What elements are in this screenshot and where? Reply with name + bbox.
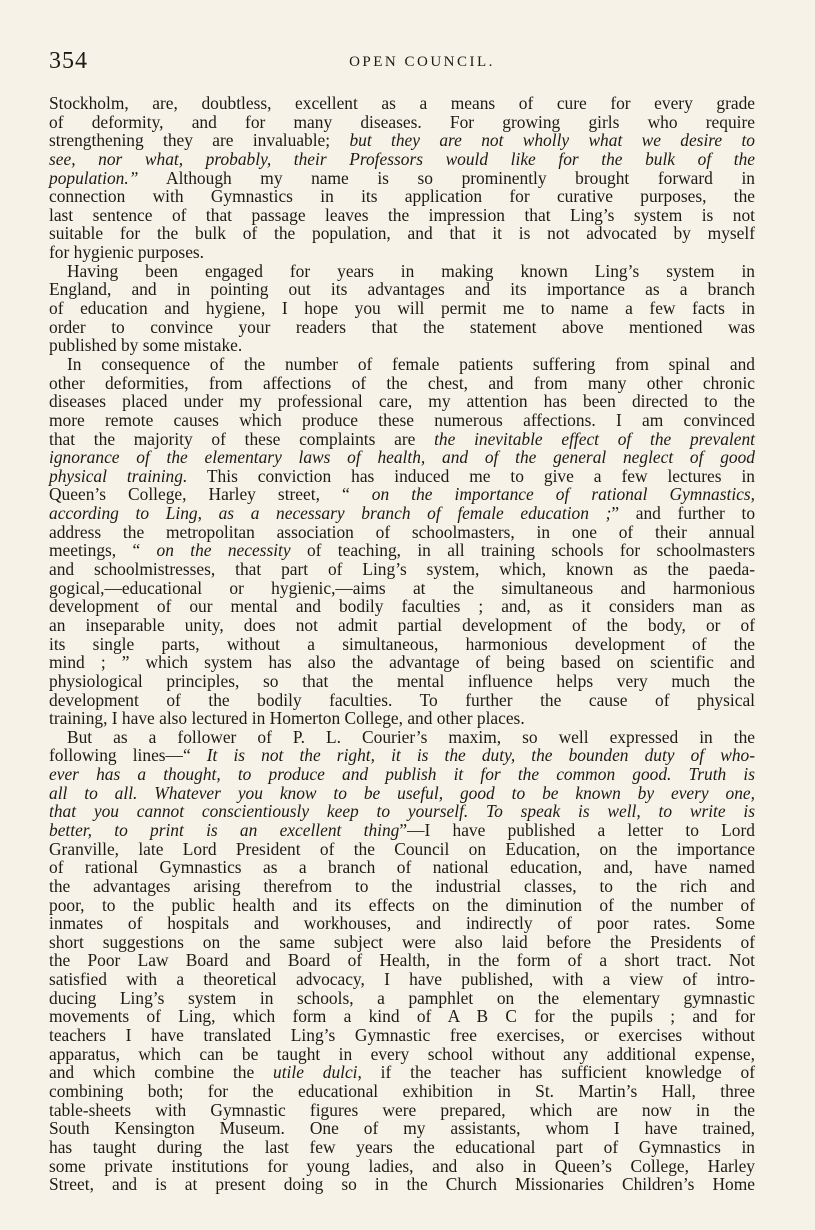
italic-text: on the necessity (156, 540, 291, 561)
text-run: the Poor Law Board and Board of Health, in the form of a short tract. Not (49, 950, 755, 971)
text-run: the advantages arising therefrom to the industrial classes, to the rich and (49, 875, 755, 896)
text-line (49, 728, 755, 747)
text-run: an inseparable unity, does not admit partial development of the body, or of (49, 614, 755, 635)
text-run: has taught during the last few years the educational part of Gymnastics in (49, 1136, 755, 1157)
text-run: Queen’s College, Harley street, “ (49, 484, 372, 505)
text-line (49, 840, 755, 859)
text-line (49, 1138, 755, 1157)
text-run: movements of Ling, which form a kind of A B C for the pupils ; and for (49, 1006, 755, 1027)
italic-text: according to Ling, as a necessary branch of female education ; (49, 503, 612, 524)
text-run: some private institutions for young ladies, and also in Queen’s College, Harley (49, 1155, 755, 1176)
text-run: for hygienic purposes. (49, 242, 205, 263)
text-run: But as a follower of P. L. Courier’s maxim, so well expressed in the (67, 726, 755, 747)
text-line (49, 206, 755, 225)
text-run: table-sheets with Gymnastic figures were prepared, which are now in the (49, 1099, 755, 1120)
text-run: ” and further to (611, 503, 756, 524)
text-line (49, 224, 755, 243)
text-run: of rational Gymnastics as a branch of national education, and, have named (49, 857, 755, 878)
text-line (49, 579, 755, 598)
text-run: ”—I have published a letter to Lord (399, 819, 755, 840)
text-line (49, 560, 755, 579)
text-line (49, 113, 755, 132)
text-run: meetings, “ (49, 540, 157, 561)
text-run: apparatus, which can be taught in every school without any additional expense, (49, 1043, 755, 1064)
text-run: development of the bodily faculties. To further the cause of physical (49, 689, 755, 710)
text-line (49, 299, 755, 318)
text-line (49, 1007, 755, 1026)
text-line (49, 94, 755, 113)
text-run: last sentence of that passage leaves the impression that Ling’s system is not (49, 204, 755, 225)
text-line (49, 523, 755, 542)
text-line (49, 597, 755, 616)
text-run: and schoolmistresses, that part of Ling’s system, which, known as the paeda- (49, 559, 755, 580)
text-line (49, 709, 755, 728)
text-line (49, 653, 755, 672)
text-line (49, 1119, 755, 1138)
text-run: Although my name is so prominently brought forward in (138, 167, 755, 188)
text-line (49, 1175, 755, 1194)
text-line (49, 635, 755, 654)
text-run: published by some mistake. (49, 335, 243, 356)
text-line (49, 150, 755, 169)
text-run: training, I have also lectured in Homerton College, and other places. (49, 708, 525, 729)
text-run: Street, and is at present doing so in the Church Missionaries Children’s Home (49, 1174, 755, 1195)
text-run: short suggestions on the same subject were also laid before the Presidents of (49, 931, 755, 952)
text-line (49, 262, 755, 281)
text-run: order to convince your readers that the statement above mentioned was (49, 316, 755, 337)
text-run: poor, to the public health and its effects on the diminution of the number of (49, 894, 755, 915)
text-line (49, 1063, 755, 1082)
text-line (49, 914, 755, 933)
text-run: connection with Gymnastics in its application for curative purposes, the (49, 186, 755, 207)
italic-text: but they are not wholly what we desire to (349, 130, 755, 151)
text-run: Stockholm, are, doubtless, excellent as a means of cure for every grade (49, 93, 755, 113)
text-run: inmates of hospitals and workhouses, and indirectly of poor rates. Some (49, 913, 755, 934)
text-run: strengthening they are invaluable; (49, 130, 350, 151)
text-run: its single parts, without a simultaneous, harmonious development of the (49, 633, 755, 654)
body-text (49, 94, 755, 1194)
text-line (49, 1026, 755, 1045)
text-run: following lines—“ (49, 745, 207, 766)
text-run: Granville, late Lord President of the Council on Education, on the importance (49, 838, 755, 859)
text-run: South Kensington Museum. One of my assistants, whom I have trained, (49, 1118, 755, 1139)
text-line (49, 802, 755, 821)
text-run: ducing Ling’s system in schools, a pamphlet on the elementary gymnastic (49, 987, 755, 1008)
text-line (49, 467, 755, 486)
text-line (49, 1157, 755, 1176)
text-line (49, 970, 755, 989)
text-run: England, and in pointing out its advantages and its importance as a branch (49, 279, 755, 300)
text-line (49, 169, 755, 188)
text-line (49, 318, 755, 337)
text-run: combining both; for the educational exhibition in St. Martin’s Hall, three (49, 1080, 755, 1101)
text-run: of education and hygiene, I hope you will permit me to name a few facts in (49, 298, 755, 319)
running-title: OPEN COUNCIL. (349, 54, 495, 70)
text-run: This conviction has induced me to give a few lectures in (187, 465, 755, 486)
text-line (49, 336, 755, 355)
text-run: of deformity, and for many diseases. For growing girls who require (49, 111, 755, 132)
text-line (49, 187, 755, 206)
text-line (49, 374, 755, 393)
italic-text: population.” (49, 167, 139, 188)
text-run: more remote causes which produce these numerous affections. I am convinced (49, 409, 755, 430)
text-run: teachers I have translated Ling’s Gymnastic free exercises, or exercises without (49, 1025, 755, 1046)
text-line (49, 821, 755, 840)
text-line (49, 616, 755, 635)
text-run: diseases placed under my professional care, my attention has been directed to the (49, 391, 755, 412)
text-run: of teaching, in all training schools for schoolmasters (290, 540, 755, 561)
text-line (49, 896, 755, 915)
text-line (49, 933, 755, 952)
text-run: development of our mental and bodily faculties ; and, as it considers man as (49, 596, 755, 617)
italic-text: ever has a thought, to produce and publish it for the common good. Truth is (49, 764, 755, 785)
text-run: mind ; ” which system has also the advantage of being based on scientific and (49, 652, 755, 673)
text-line (49, 858, 755, 877)
text-line (49, 541, 755, 560)
page-header (49, 48, 755, 80)
text-run: address the metropolitan association of schoolmasters, in one of their annual (49, 521, 755, 542)
italic-text: see, nor what, probably, their Professors would like for the bulk of the (49, 148, 755, 169)
italic-text: It is not the right, it is the duty, the bounden duty of who- (206, 745, 755, 766)
text-line (49, 1082, 755, 1101)
text-line (49, 280, 755, 299)
text-run: physiological principles, so that the mental influence helps very much the (49, 670, 755, 691)
text-run: and which combine the (49, 1062, 274, 1083)
text-line (49, 746, 755, 765)
italic-text: better, to print is an excellent thing (49, 819, 400, 840)
text-run: suitable for the bulk of the population, and that it is not advocated by myself (49, 223, 755, 244)
text-line (49, 877, 755, 896)
italic-text: physical training. (49, 465, 188, 486)
text-run: that the majority of these complaints are (49, 428, 435, 449)
text-run: satisfied with a theoretical advocacy, I have published, with a view of intro- (49, 969, 755, 990)
text-line (49, 392, 755, 411)
text-run: gogical,—educational or hygienic,—aims at the simultaneous and harmonious (49, 577, 755, 598)
italic-text: all to all. Whatever you know to be useful, good to be known by every one, (49, 782, 755, 803)
text-line (49, 355, 755, 374)
text-run: other deformities, from affections of the chest, and from many other chronic (49, 372, 755, 393)
text-line (49, 1101, 755, 1120)
text-run: Having been engaged for years in making known Ling’s system in (67, 260, 755, 281)
text-line (49, 448, 755, 467)
text-run: , if the teacher has sufficient knowledge of (357, 1062, 755, 1083)
italic-text: that you cannot conscientiously keep to yourself. To speak is well, to write is (49, 801, 755, 822)
text-line (49, 691, 755, 710)
text-line (49, 1045, 755, 1064)
page-number: 354 (49, 48, 88, 74)
text-line (49, 430, 755, 449)
text-line (49, 951, 755, 970)
text-line (49, 784, 755, 803)
italic-text: ignorance of the elementary laws of health, and of the general neglect of good (49, 447, 755, 468)
italic-text: on the importance of rational Gymnastics, (371, 484, 755, 505)
text-line (49, 131, 755, 150)
text-run: In consequence of the number of female patients suffering from spinal and (67, 353, 755, 374)
text-line (49, 765, 755, 784)
italic-text: the inevitable effect of the prevalent (434, 428, 755, 449)
text-line (49, 672, 755, 691)
text-line (49, 989, 755, 1008)
text-line (49, 243, 755, 262)
text-line (49, 504, 755, 523)
text-line (49, 411, 755, 430)
text-line (49, 485, 755, 504)
italic-text: utile dulci (273, 1062, 358, 1083)
